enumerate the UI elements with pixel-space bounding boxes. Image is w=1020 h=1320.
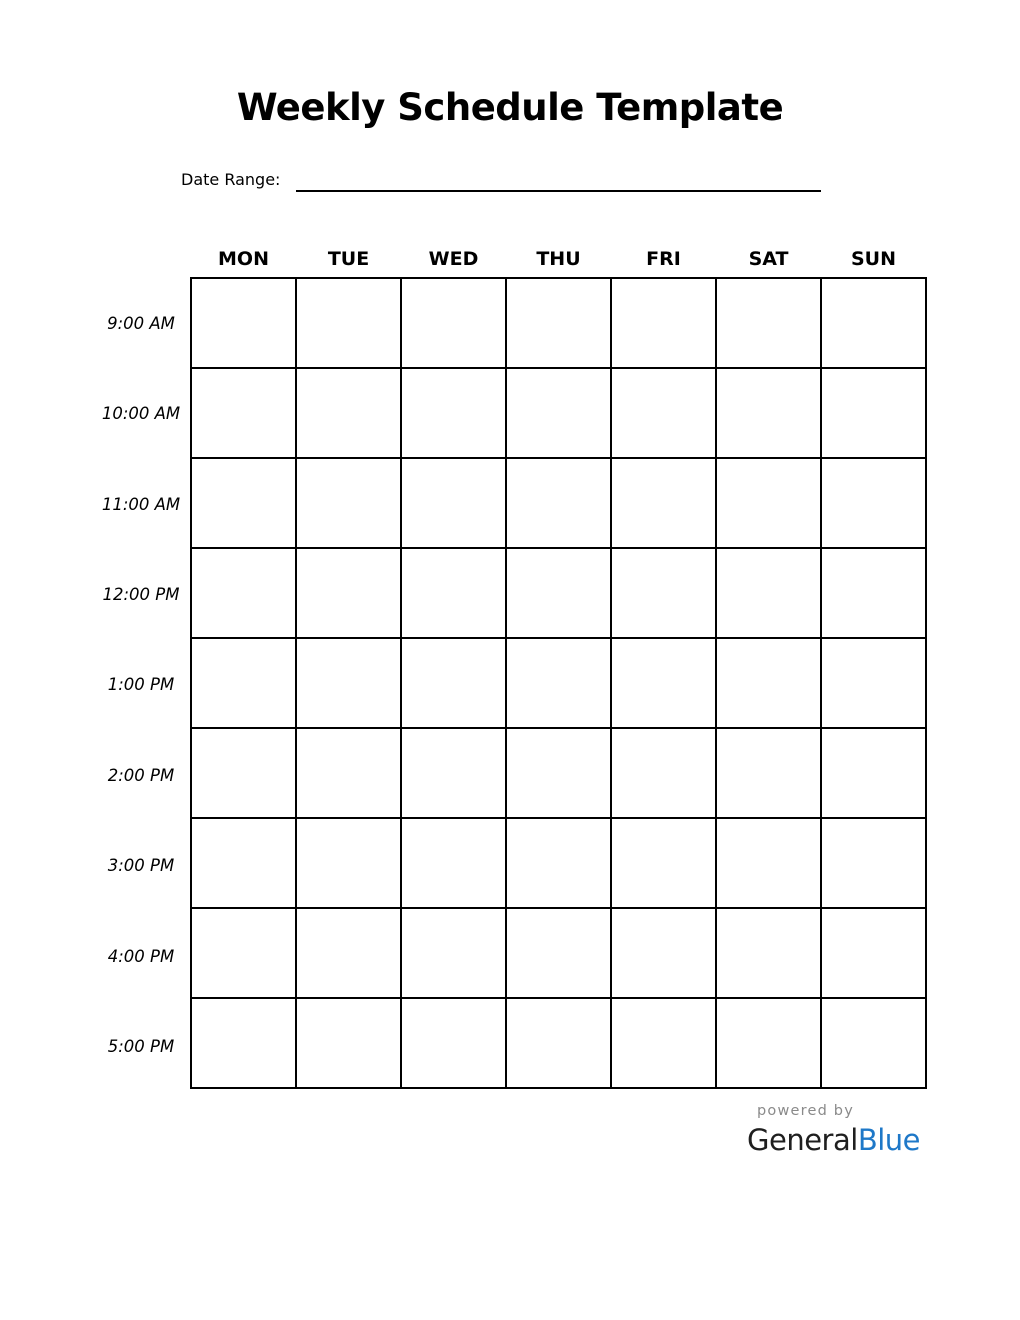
day-header-sat: SAT xyxy=(748,248,789,270)
time-label: 4:00 PM xyxy=(107,946,175,966)
schedule-cell[interactable] xyxy=(611,368,716,458)
schedule-cell[interactable] xyxy=(296,458,401,548)
schedule-cell[interactable] xyxy=(821,908,926,998)
schedule-cell[interactable] xyxy=(401,638,506,728)
schedule-cell[interactable] xyxy=(716,368,821,458)
time-label: 9:00 AM xyxy=(107,313,175,333)
time-label: 11:00 AM xyxy=(101,494,181,514)
schedule-row xyxy=(191,908,926,998)
schedule-cell[interactable] xyxy=(401,458,506,548)
schedule-cell[interactable] xyxy=(716,998,821,1088)
schedule-cell[interactable] xyxy=(611,638,716,728)
schedule-cell[interactable] xyxy=(296,908,401,998)
day-header-sun: SUN xyxy=(850,248,896,270)
schedule-cell[interactable] xyxy=(611,728,716,818)
schedule-cell[interactable] xyxy=(296,548,401,638)
schedule-cell[interactable] xyxy=(821,368,926,458)
schedule-cell[interactable] xyxy=(611,278,716,368)
schedule-cell[interactable] xyxy=(716,728,821,818)
schedule-cell[interactable] xyxy=(191,818,296,908)
schedule-cell[interactable] xyxy=(191,728,296,818)
schedule-cell[interactable] xyxy=(506,908,611,998)
schedule-row xyxy=(191,728,926,818)
date-range-input-line[interactable] xyxy=(296,190,821,192)
schedule-grid xyxy=(190,277,927,1089)
schedule-cell[interactable] xyxy=(506,278,611,368)
day-header-tue: TUE xyxy=(327,248,370,270)
brand-blue-text: Blue xyxy=(857,1123,920,1157)
schedule-cell[interactable] xyxy=(191,548,296,638)
time-label: 3:00 PM xyxy=(107,856,175,876)
schedule-cell[interactable] xyxy=(401,908,506,998)
date-range-field xyxy=(181,168,841,194)
powered-by-logo xyxy=(640,1103,920,1163)
schedule-cell[interactable] xyxy=(191,908,296,998)
schedule-cell[interactable] xyxy=(296,998,401,1088)
schedule-row xyxy=(191,998,926,1088)
schedule-cell[interactable] xyxy=(401,728,506,818)
powered-by-text: powered by xyxy=(756,1103,854,1119)
schedule-cell[interactable] xyxy=(191,278,296,368)
schedule-cell[interactable] xyxy=(506,998,611,1088)
schedule-cell[interactable] xyxy=(821,728,926,818)
schedule-cell[interactable] xyxy=(506,368,611,458)
time-label: 12:00 PM xyxy=(102,585,180,605)
schedule-cell[interactable] xyxy=(191,458,296,548)
schedule-cell[interactable] xyxy=(401,548,506,638)
schedule-cell[interactable] xyxy=(821,818,926,908)
time-label: 2:00 PM xyxy=(107,765,175,785)
schedule-cell[interactable] xyxy=(506,818,611,908)
schedule-cell[interactable] xyxy=(821,998,926,1088)
schedule-cell[interactable] xyxy=(821,638,926,728)
schedule-cell[interactable] xyxy=(821,458,926,548)
schedule-row xyxy=(191,368,926,458)
day-header-mon: MON xyxy=(218,248,269,270)
schedule-cell[interactable] xyxy=(716,278,821,368)
schedule-row xyxy=(191,458,926,548)
schedule-cell[interactable] xyxy=(401,818,506,908)
day-header-fri: FRI xyxy=(646,248,681,270)
date-range-label: Date Range: xyxy=(181,170,281,189)
schedule-cell[interactable] xyxy=(401,278,506,368)
schedule-cell[interactable] xyxy=(401,998,506,1088)
day-header-thu: THU xyxy=(536,248,581,270)
schedule-row xyxy=(191,638,926,728)
schedule-cell[interactable] xyxy=(506,728,611,818)
schedule-cell[interactable] xyxy=(821,548,926,638)
schedule-row xyxy=(191,278,926,368)
schedule-cell[interactable] xyxy=(191,638,296,728)
time-label-column xyxy=(86,278,196,1092)
schedule-cell[interactable] xyxy=(716,908,821,998)
schedule-row xyxy=(191,818,926,908)
schedule-cell[interactable] xyxy=(716,638,821,728)
schedule-cell[interactable] xyxy=(506,458,611,548)
schedule-cell[interactable] xyxy=(611,908,716,998)
schedule-cell[interactable] xyxy=(716,458,821,548)
schedule-cell[interactable] xyxy=(821,278,926,368)
page-title: Weekly Schedule Template xyxy=(236,86,784,129)
schedule-cell[interactable] xyxy=(296,728,401,818)
schedule-cell[interactable] xyxy=(296,368,401,458)
schedule-cell[interactable] xyxy=(611,818,716,908)
schedule-cell[interactable] xyxy=(401,368,506,458)
schedule-cell[interactable] xyxy=(611,998,716,1088)
schedule-cell[interactable] xyxy=(296,638,401,728)
schedule-cell[interactable] xyxy=(191,368,296,458)
schedule-cell[interactable] xyxy=(611,548,716,638)
day-header-wed: WED xyxy=(428,248,479,270)
schedule-cell[interactable] xyxy=(191,998,296,1088)
schedule-cell[interactable] xyxy=(506,548,611,638)
brand-logo xyxy=(747,1123,920,1157)
time-label: 10:00 AM xyxy=(101,404,181,424)
schedule-cell[interactable] xyxy=(506,638,611,728)
schedule-cell[interactable] xyxy=(716,818,821,908)
schedule-cell[interactable] xyxy=(716,548,821,638)
brand-general-text: General xyxy=(747,1123,858,1157)
schedule-cell[interactable] xyxy=(611,458,716,548)
schedule-cell[interactable] xyxy=(296,278,401,368)
time-label: 5:00 PM xyxy=(107,1037,175,1057)
schedule-row xyxy=(191,548,926,638)
day-header-row xyxy=(191,244,926,274)
time-label: 1:00 PM xyxy=(107,675,175,695)
schedule-cell[interactable] xyxy=(296,818,401,908)
